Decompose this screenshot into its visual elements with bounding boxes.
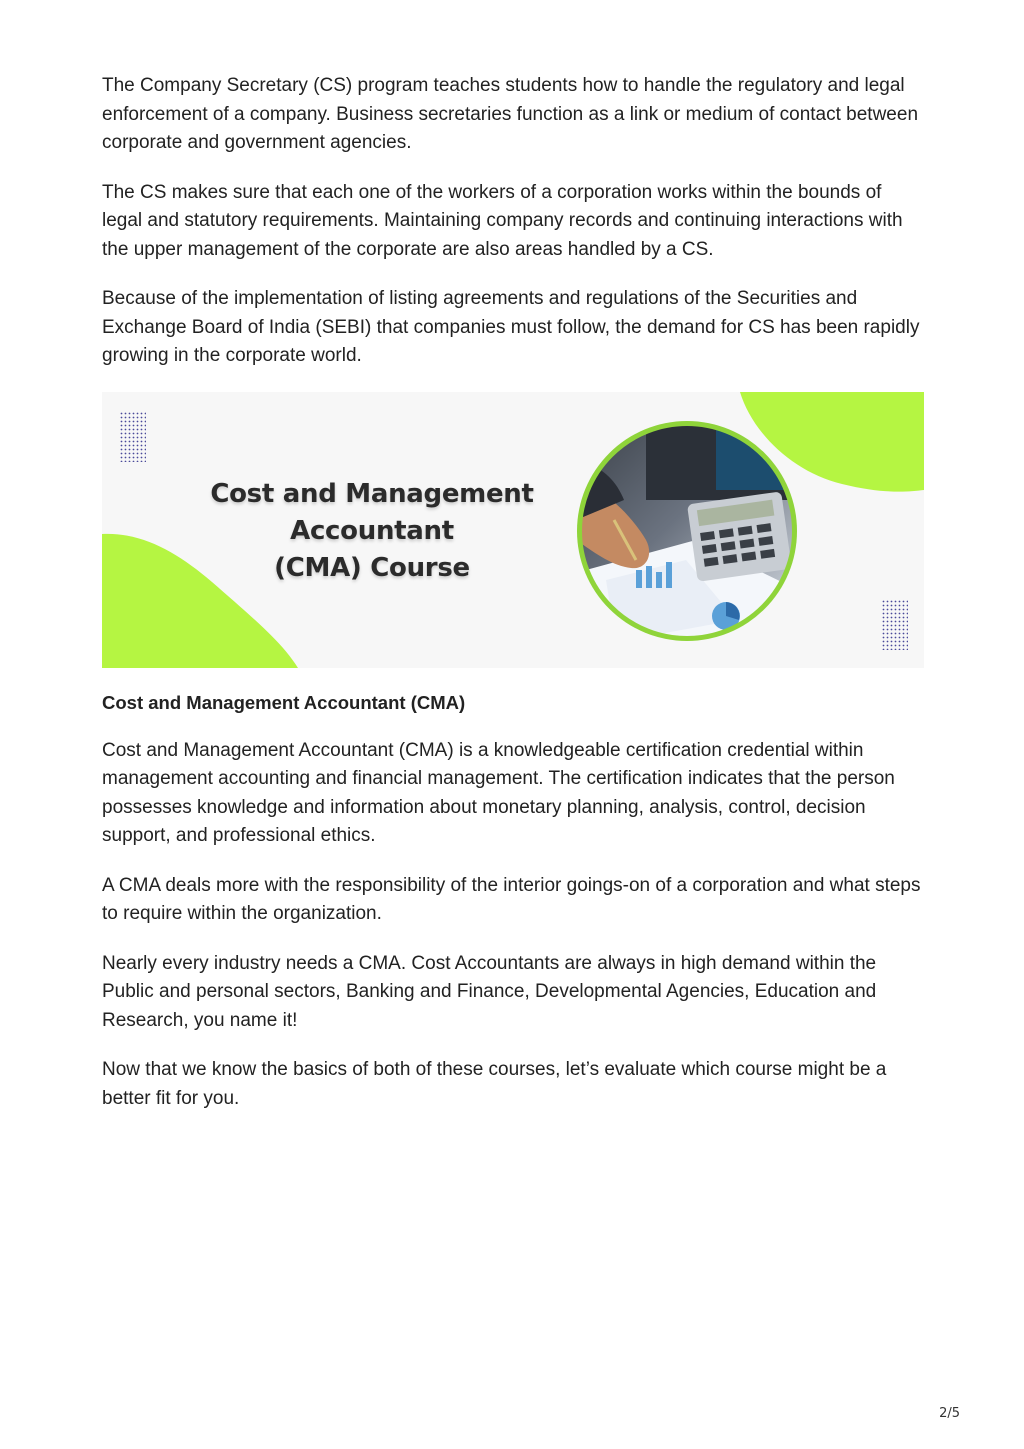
cma-course-banner	[102, 392, 924, 668]
section-paragraph-4: Now that we know the basics of both of these courses, let’s evaluate which course might be a better fit for you.	[102, 1059, 887, 1109]
section-paragraph-1: Cost and Management Accountant (CMA) is a knowledgeable certification credential within management accounting and financial management. The certification indicates that the person possesses knowledge and information about monetary planning, analysis, control, decision support, and professional ethics.	[102, 739, 895, 846]
banner-title-line-2: Accountant	[290, 515, 454, 546]
section-paragraph-3: Nearly every industry needs a CMA. Cost Accountants are always in high demand within the Public and personal sectors, Banking and Finance, Developmental Agencies, Education and Research, you name it!	[102, 952, 877, 1031]
banner-title	[172, 476, 572, 587]
section-heading: Cost and Management Accountant (CMA)	[102, 691, 466, 713]
banner-title-line-3: (CMA) Course	[274, 552, 470, 583]
section-paragraph-2: A CMA deals more with the responsibility of the interior goings-on of a corporation and what steps to require within the organization.	[102, 874, 921, 924]
intro-paragraph-3: Because of the implementation of listing agreements and regulations of the Securities and Exchange Board of India (SEBI) that companies must follow, the demand for CS has been rapidly growing in the corporate world.	[102, 288, 920, 366]
intro-paragraph-2: The CS makes sure that each one of the workers of a corporation works within the bounds of legal and statutory requirements. Maintaining company records and continuing interactions with the upper management of the corporate are also areas handled by a CS.	[102, 181, 903, 260]
banner-title-line-1: Cost and Management	[210, 478, 534, 509]
page-number: 2/5	[939, 1406, 960, 1421]
dot-grid-icon	[120, 412, 146, 467]
page-content	[102, 72, 924, 1134]
dot-grid-icon	[882, 600, 908, 655]
intro-paragraph-1: The Company Secretary (CS) program teaches students how to handle the regulatory and legal enforcement of a company. Business secretaries function as a link or medium of contact between corporate and government agencies.	[102, 75, 919, 153]
accountant-calculator-photo	[576, 420, 798, 647]
